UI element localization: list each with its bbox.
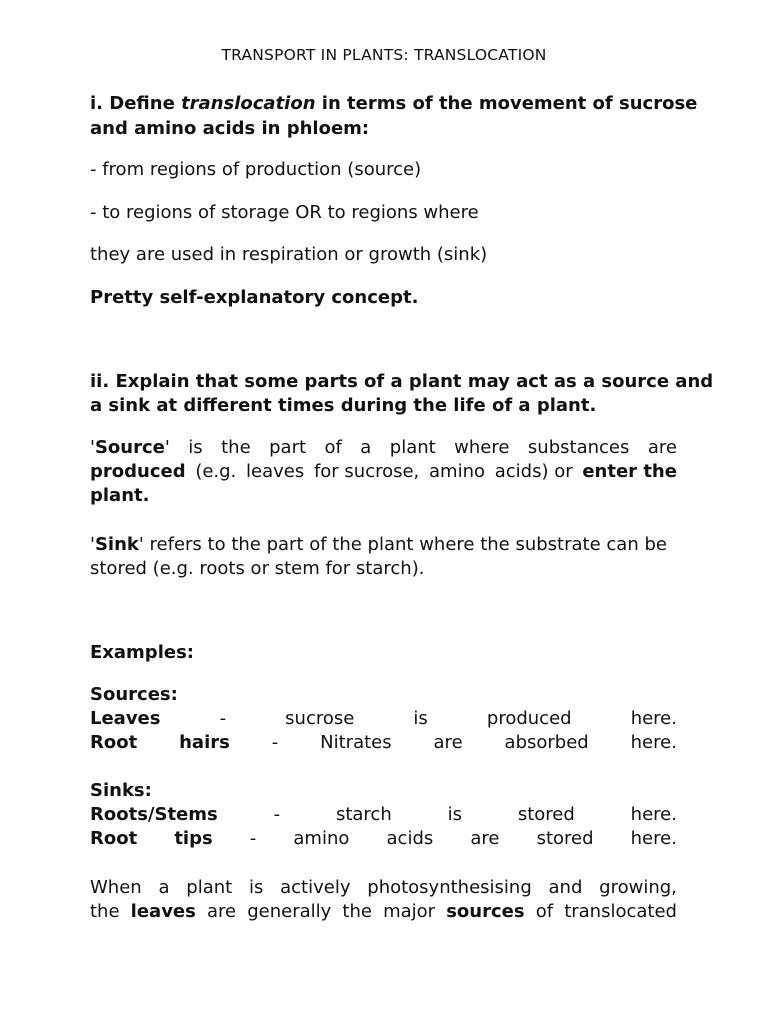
source-word: (e.g. bbox=[195, 461, 237, 482]
source-word: acids) or bbox=[494, 461, 573, 482]
source-word: amino bbox=[429, 461, 486, 482]
question-1-prefix: i. Define bbox=[90, 93, 182, 114]
source-word: leaves bbox=[246, 461, 305, 482]
source-word: where bbox=[454, 437, 510, 458]
source-word: for sucrose, bbox=[313, 461, 420, 482]
source-word: produced bbox=[90, 461, 186, 482]
question-1-rest: in terms of the movement of sucrose bbox=[315, 93, 698, 114]
source-word: a bbox=[360, 437, 372, 458]
source-word: are bbox=[647, 437, 677, 458]
question-1-comment: Pretty self-explanatory concept. bbox=[90, 287, 419, 308]
definition-point-sink-1: - to regions of storage OR to regions where bbox=[90, 202, 479, 223]
question-2-line-2: a sink at different times during the life of a plant. bbox=[90, 395, 597, 416]
sources-heading: Sources: bbox=[90, 684, 178, 705]
source-word: part bbox=[269, 437, 307, 458]
page-title: TRANSPORT IN PLANTS: TRANSLOCATION bbox=[221, 46, 547, 64]
sinks-heading: Sinks: bbox=[90, 780, 152, 801]
source-word: the bbox=[221, 437, 251, 458]
examples-heading: Examples: bbox=[90, 642, 194, 663]
source-word: substances bbox=[527, 437, 630, 458]
source-definition-line-3: plant. bbox=[90, 485, 150, 506]
example-sink-row: Root tips - amino acids are stored here. bbox=[90, 828, 677, 849]
source-word: of bbox=[324, 437, 342, 458]
source-definition-line-2 bbox=[90, 460, 677, 484]
definition-point-sink-2: they are used in respiration or growth (sink) bbox=[90, 244, 488, 265]
sink-definition-line-1: 'Sink' refers to the part of the plant where the substrate can be bbox=[90, 534, 667, 555]
example-sink-row: Roots/Stems - starch is stored here. bbox=[90, 804, 677, 825]
closing-line-2: the leaves are generally the major sources of translocated bbox=[90, 901, 677, 922]
question-1-term: translocation bbox=[181, 93, 316, 114]
sink-definition-line-2: stored (e.g. roots or stem for starch). bbox=[90, 558, 425, 579]
question-1-line-2: and amino acids in phloem: bbox=[90, 118, 370, 139]
source-word: plant bbox=[389, 437, 436, 458]
source-word: 'Source' bbox=[90, 437, 170, 458]
closing-line-1: When a plant is actively photosynthesising and growing, bbox=[90, 877, 677, 898]
definition-point-source: - from regions of production (source) bbox=[90, 159, 422, 180]
source-word: enter the bbox=[582, 461, 677, 482]
source-word: is bbox=[188, 437, 203, 458]
question-2-line-1: ii. Explain that some parts of a plant may act as a source and bbox=[90, 371, 714, 392]
question-1-line-1 bbox=[90, 92, 698, 116]
sink-term: Sink bbox=[94, 534, 139, 555]
example-source-row: Root hairs - Nitrates are absorbed here. bbox=[90, 732, 677, 753]
example-source-row: Leaves - sucrose is produced here. bbox=[90, 708, 677, 729]
source-definition-line-1 bbox=[90, 436, 677, 460]
